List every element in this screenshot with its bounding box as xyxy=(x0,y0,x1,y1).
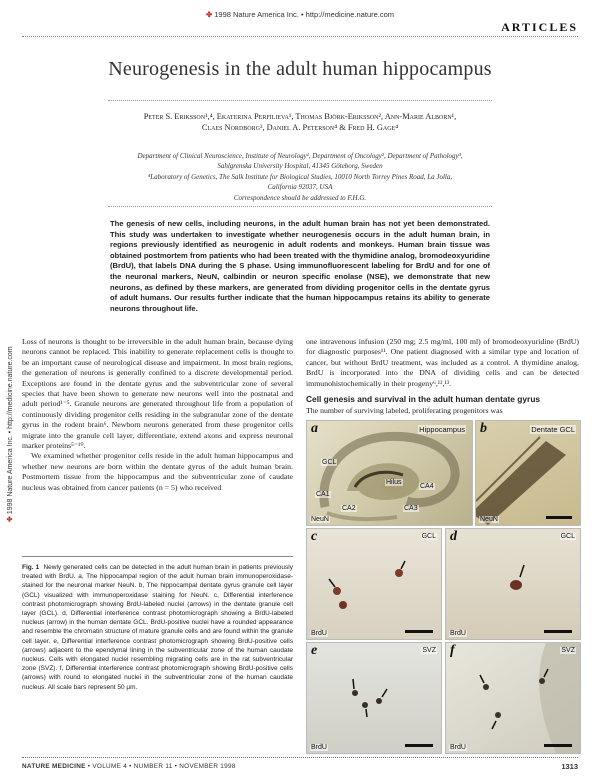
figure-caption-lead: Fig. 1 xyxy=(22,564,40,571)
hippocampus-section-image xyxy=(307,421,472,525)
figure-panel-a xyxy=(306,420,473,526)
region-label-ca4: CA4 xyxy=(420,483,434,490)
publisher-line xyxy=(0,10,600,19)
panel-title: SVZ xyxy=(561,647,575,654)
gcl-brdu-image-d xyxy=(446,529,580,639)
stain-label: BrdU xyxy=(311,630,327,637)
panel-title: SVZ xyxy=(422,647,436,654)
panel-letter: e xyxy=(311,643,318,658)
body-column-right-continued xyxy=(306,406,579,416)
body-column-right xyxy=(306,337,579,389)
title-divider xyxy=(108,100,492,101)
svz-brdu-image-e xyxy=(307,643,441,753)
nature-america-logo-icon: ✤ xyxy=(7,516,14,522)
journal-name: NATURE MEDICINE xyxy=(22,763,86,770)
panel-letter: f xyxy=(450,643,455,658)
scale-bar xyxy=(405,630,433,633)
stain-label: BrdU xyxy=(450,744,466,751)
gcl-brdu-image-c xyxy=(307,529,441,639)
stain-label: BrdU xyxy=(450,630,466,637)
region-label-ca1: CA1 xyxy=(316,491,330,498)
panel-title: Dentate GCL xyxy=(531,425,575,434)
figure-caption-text: Newly generated cells can be detected in the adult human brain in patients previously treated with BrdU. a, The hippocampal region of the adult human brain immunoperoxidase-stained for the neuronal marker NeuN. b, The hippocampal dentate gyrus granule cell layer (GCL) visualized with immunoperoxidase staining for NeuN. c, Differential interference contrast photomicrograph showing BrdU-labeled nuclei (arrows) in the dentate granule cell layer (GCL). d, Differential interference contrast photomicrograph showing a BrdU-labeled nucleus (arrow) in the human dentate GCL. BrdU-positive nuclei have a rounded appearance and resemble the chromatin structure of mature granule cells and are found within the granule cell layer. e, Differential interference contrast photomicrograph showing BrdU-positive cells (arrows) adjacent to the ependymal lining in the subventricular zone of the human caudate nucleus. Cells with elongated nuclei resembling migrating cells are in the rat subventricular zone (SVZ). f, Differential interference contrast photomicrograph showing BrdU-positive cells (arrows) with round to elongated nuclei in the subventricular zone of the human caudate nucleus. All scale bars represent 50 μm. xyxy=(22,564,293,691)
side-watermark-text: 1998 Nature America Inc. • http://medicine.nature.com xyxy=(7,346,14,515)
stain-label: BrdU xyxy=(311,744,327,751)
scale-bar xyxy=(544,744,572,747)
figure-caption xyxy=(22,563,293,692)
figure-panel-f xyxy=(445,642,581,754)
panel-letter: c xyxy=(311,529,318,544)
affiliation-line: ⁴Laboratory of Genetics, The Salk Institute for Biological Studies, 10010 North Torrey Pines Road, La Jolla, xyxy=(147,172,453,181)
figure-caption-divider xyxy=(22,556,293,557)
affiliations xyxy=(80,151,520,203)
issue-info: • VOLUME 4 • NUMBER 11 • NOVEMBER 1998 xyxy=(87,763,236,770)
stain-label: NeuN xyxy=(480,516,498,523)
panel-letter: d xyxy=(450,529,457,544)
region-label-ca3: CA3 xyxy=(404,505,418,512)
body-paragraph: one intravenous infusion (250 mg; 2.5 mg/ml, 100 ml) of bromodeoxyuridine (BrdU) for diagnostic purposes¹¹. One patient diagnosed with a similar type and location of cancer, but without BrdU treatment, was included as a control. A thymidine analog, BrdU is incorporated into the DNA of dividing cells and can be detected immunohistochemically in their progeny⁶,¹²,¹³. xyxy=(306,337,579,388)
body-paragraph: Loss of neurons is thought to be irreversible in the adult human brain, because dying neurons cannot be replaced. This inability to generate replacement cells is thought to be an important cause of neurological disease and impairment. In most brain regions, the generation of neurons is generally confined to a discrete developmental period. Exceptions are found in the dentate gyrus and the subventricular zone of several species that have been shown to generate new neurons well into the postnatal and adult period¹⁻⁵. Granule neurons are generated throughout life from a population of continuously dividing progenitor cells residing in the subgranular zone of the dentate gyrus in the rodent brain⁶. Newborn neurons generated from these progenitor cells migrate into the granule cell layer, differentiate, extend axons and express neuronal marker proteins⁵⁻¹⁰. xyxy=(22,337,293,451)
section-heading: Cell genesis and survival in the adult human dentate gyrus xyxy=(306,394,541,404)
affiliation-line: California 92037, USA xyxy=(267,183,333,192)
nature-america-logo-icon: ✤ xyxy=(205,10,213,19)
article-title: Neurogenesis in the adult human hippocampus xyxy=(108,58,492,80)
affiliation-line: Department of Clinical Neuroscience, Institute of Neurology¹, Department of Oncology², Department of Pathology³, xyxy=(137,152,463,160)
section-label: ARTICLES xyxy=(501,20,578,34)
stain-label: NeuN xyxy=(311,516,329,523)
journal-footer xyxy=(22,763,236,770)
abstract: The genesis of new cells, including neurons, in the adult human brain has not yet been demonstrated. This study was undertaken to investigate whether neurogenesis occurs in the adult human brain, in regions previously identified as neurogenic in adult rodents and monkeys. Human brain tissue was obtained postmortem from patients who had been treated with the thymidine analog, bromodeoxyuridine (BrdU), that labels DNA during the S phase. Using immunofluorescent labeling for BrdU and for one of the neuronal markers, NeuN, calbindin or neuron specific enolase (NSE), we demonstrate that new neurons, as defined by these markers, are generated from dividing progenitor cells in the dentate gyrus of adult humans. Our results further indicate that the human hippocampus retains its ability to generate neurons throughout life. xyxy=(110,219,490,313)
panel-letter: a xyxy=(311,421,318,436)
region-label-hilus: Hilus xyxy=(386,479,402,486)
svz-brdu-image-f xyxy=(446,643,580,753)
panel-title: GCL xyxy=(560,533,575,540)
affiliation-divider xyxy=(108,206,492,207)
footer-divider xyxy=(22,757,578,758)
side-watermark xyxy=(6,262,18,522)
region-label-gcl: GCL xyxy=(322,459,337,466)
dentate-gcl-image xyxy=(476,421,580,525)
figure-panel-e xyxy=(306,642,442,754)
figure-1 xyxy=(306,420,579,752)
scale-bar xyxy=(544,630,572,633)
figure-panel-d xyxy=(445,528,581,640)
panel-title: GCL xyxy=(421,533,436,540)
region-label-ca2: CA2 xyxy=(342,505,356,512)
header-divider xyxy=(22,36,578,37)
author-list xyxy=(80,111,520,133)
author-line: Claes Nordborg³, Daniel A. Peterson⁴ & Fred H. Gage⁴ xyxy=(201,123,399,133)
figure-panel-b xyxy=(475,420,581,526)
scale-bar xyxy=(546,516,572,519)
correspondence-note: Correspondence should be addressed to F.H.G. xyxy=(233,193,367,202)
panel-title: Hippocampus xyxy=(419,425,465,434)
publisher-link[interactable]: 1998 Nature America Inc. • http://medicine.nature.com xyxy=(214,10,395,19)
scale-bar xyxy=(405,744,433,747)
page-number: 1313 xyxy=(561,762,578,771)
body-column-left xyxy=(22,337,293,493)
figure-panel-c xyxy=(306,528,442,640)
body-paragraph: The number of surviving labeled, proliferating progenitors was xyxy=(306,406,503,415)
author-line: Peter S. Eriksson¹,⁴, Ekaterina Perfilieva¹, Thomas Björk-Eriksson², Ann-Marie Alborn¹, xyxy=(143,112,457,121)
panel-letter: b xyxy=(480,421,487,436)
affiliation-line: Sahlgrenska University Hospital, 41345 Göteborg, Sweden xyxy=(217,162,383,171)
body-paragraph: We examined whether progenitor cells reside in the adult human hippocampus and whether new neurons are born within the dentate gyrus of the adult human brain. Postmortem tissue from the hippocampus and the subventricular zone of caudate nucleus was obtained from cancer patients (n = 5) who received xyxy=(22,451,293,492)
